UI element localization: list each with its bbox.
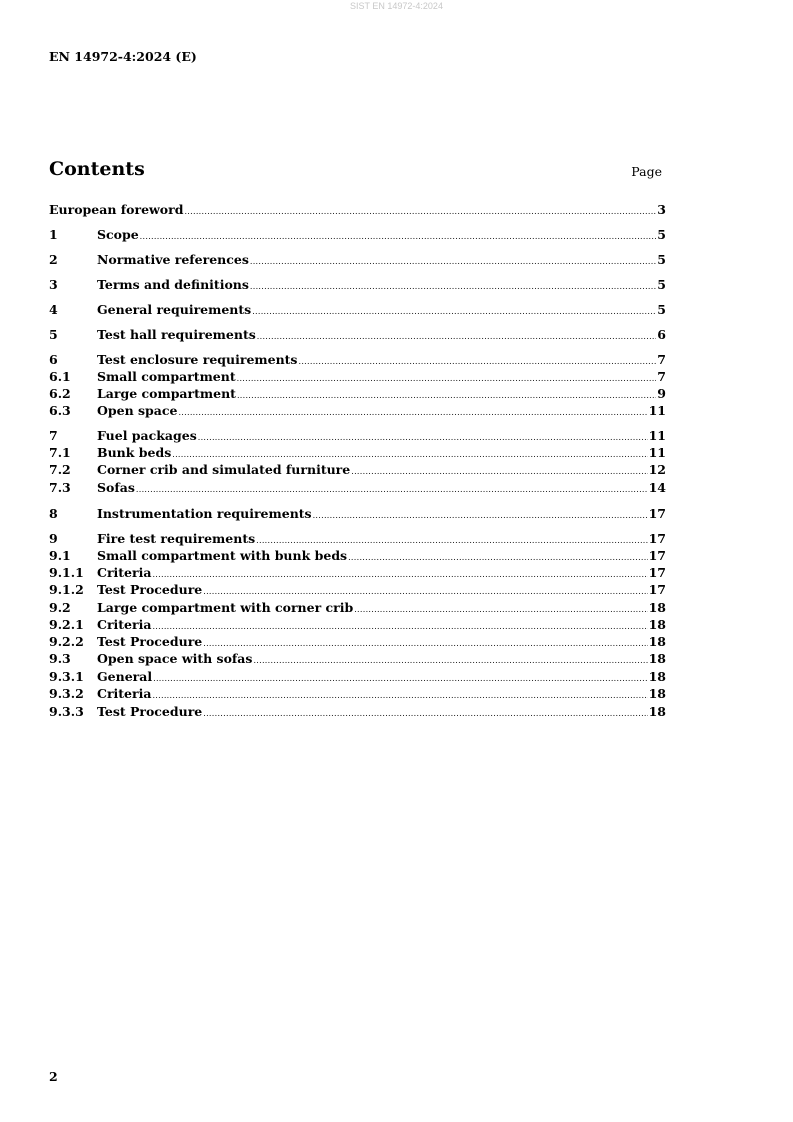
toc-entry-number: 9.1.1 — [49, 565, 84, 580]
toc-entry[interactable] — [49, 385, 666, 402]
toc-entry-page: 18 — [648, 634, 666, 649]
toc-entry-number: 6.3 — [49, 403, 71, 418]
toc-entry[interactable] — [49, 201, 666, 218]
toc-entry-title: Fire test requirements — [97, 531, 256, 546]
toc-entry[interactable] — [49, 564, 666, 581]
toc-entry-number: 3 — [49, 277, 58, 292]
toc-entry-title: General — [97, 669, 153, 684]
toc-entry-page: 17 — [648, 548, 666, 563]
toc-entry-page: 6 — [657, 327, 666, 342]
toc-entry-title: Instrumentation requirements — [97, 506, 312, 521]
toc-entry-number: 7.3 — [49, 480, 71, 495]
toc-entry[interactable] — [49, 461, 666, 478]
toc-entry-number: 9 — [49, 531, 58, 546]
contents-heading: Contents — [49, 158, 145, 180]
toc-entry-number: 6 — [49, 352, 58, 367]
toc-dot-leader — [250, 253, 656, 270]
toc-entry[interactable] — [49, 368, 666, 385]
toc-entry-page: 3 — [657, 202, 666, 217]
toc-entry-number: 9.3.2 — [49, 686, 84, 701]
toc-entry-number: 9.3.3 — [49, 704, 84, 719]
toc-entry-title: Terms and definitions — [97, 277, 249, 292]
toc-entry-page: 7 — [657, 352, 666, 367]
toc-dot-leader — [136, 481, 648, 498]
toc-entry-number: 7 — [49, 428, 58, 443]
toc-entry-number: 7.1 — [49, 445, 71, 460]
toc-entry-number: 9.2 — [49, 600, 71, 615]
toc-entry-title: Normative references — [97, 252, 249, 267]
toc-entry-title: Open space with sofas — [97, 651, 253, 666]
toc-entry-number: 6.1 — [49, 369, 71, 384]
toc-entry[interactable] — [49, 616, 666, 633]
toc-entry-page: 11 — [648, 428, 666, 443]
toc-entry-title: Large compartment — [97, 386, 236, 401]
toc-entry-page: 18 — [648, 617, 666, 632]
toc-entry-title: Test Procedure — [97, 704, 203, 719]
toc-dot-leader — [184, 203, 656, 220]
toc-entry-page: 18 — [648, 704, 666, 719]
toc-entry-number: 9.3.1 — [49, 669, 84, 684]
toc-entry-number: 6.2 — [49, 386, 71, 401]
toc-entry-page: 17 — [648, 531, 666, 546]
toc-entry[interactable] — [49, 633, 666, 650]
toc-entry-number: 9.3 — [49, 651, 71, 666]
toc-dot-leader — [252, 303, 656, 320]
toc-entry-page: 14 — [648, 480, 666, 495]
toc-entry[interactable] — [49, 650, 666, 667]
toc-dot-leader — [152, 687, 647, 704]
watermark: SIST EN 14972-4:2024 — [350, 1, 443, 11]
toc-dot-leader — [257, 328, 657, 345]
toc-entry[interactable] — [49, 444, 666, 461]
toc-entry-number: 5 — [49, 327, 58, 342]
toc-entry-number: 7.2 — [49, 462, 71, 477]
toc-dot-leader — [140, 228, 657, 245]
toc-entry-number: 8 — [49, 506, 58, 521]
toc-entry-number: 9.1.2 — [49, 582, 84, 597]
toc-entry[interactable] — [49, 599, 666, 616]
toc-entry-page: 17 — [648, 565, 666, 580]
toc-entry-title: Large compartment with corner crib — [97, 600, 354, 615]
toc-entry-title: European foreword — [49, 202, 184, 217]
toc-entry[interactable] — [49, 276, 666, 293]
toc-entry-title: Fuel packages — [97, 428, 197, 443]
toc-entry-number: 4 — [49, 302, 58, 317]
toc-entry-title: Sofas — [97, 480, 135, 495]
toc-entry-page: 18 — [648, 686, 666, 701]
toc-entry[interactable] — [49, 301, 666, 318]
toc-entry-page: 7 — [657, 369, 666, 384]
toc-entry-page: 5 — [657, 227, 666, 242]
toc-entry-title: Bunk beds — [97, 445, 172, 460]
toc-entry[interactable] — [49, 402, 666, 419]
toc-dot-leader — [203, 705, 647, 722]
toc-entry[interactable] — [49, 547, 666, 564]
toc-entry-title: Test hall requirements — [97, 327, 256, 342]
toc-entry[interactable] — [49, 685, 666, 702]
toc-entry-page: 9 — [657, 386, 666, 401]
page-number: 2 — [49, 1069, 58, 1084]
toc-entry[interactable] — [49, 703, 666, 720]
toc-dot-leader — [203, 583, 647, 600]
toc-entry[interactable] — [49, 668, 666, 685]
toc-dot-leader — [250, 278, 656, 295]
toc-dot-leader — [253, 652, 647, 669]
toc-entry[interactable] — [49, 351, 666, 368]
document-id: EN 14972-4:2024 (E) — [49, 49, 197, 64]
toc-entry[interactable] — [49, 530, 666, 547]
toc-entry-title: Open space — [97, 403, 178, 418]
toc-entry-title: General requirements — [97, 302, 252, 317]
toc-entry-page: 17 — [648, 506, 666, 521]
toc-entry[interactable] — [49, 251, 666, 268]
toc-entry-page: 18 — [648, 669, 666, 684]
toc-entry-page: 18 — [648, 600, 666, 615]
page-column-label: Page — [631, 164, 662, 179]
toc-entry-title: Corner crib and simulated furniture — [97, 462, 351, 477]
toc-entry-number: 9.2.1 — [49, 617, 84, 632]
toc-entry-page: 11 — [648, 445, 666, 460]
toc-dot-leader — [351, 463, 647, 480]
toc-entry-title: Criteria — [97, 686, 152, 701]
toc-entry-number: 2 — [49, 252, 58, 267]
toc-entry-number: 1 — [49, 227, 58, 242]
toc-entry-title: Test enclosure requirements — [97, 352, 298, 367]
toc-entry-page: 17 — [648, 582, 666, 597]
toc-entry-title: Small compartment — [97, 369, 236, 384]
toc-entry-page: 11 — [648, 403, 666, 418]
toc-entry-title: Criteria — [97, 565, 152, 580]
toc-entry-title: Criteria — [97, 617, 152, 632]
toc-entry-title: Scope — [97, 227, 139, 242]
toc-entry[interactable] — [49, 505, 666, 522]
toc-entry[interactable] — [49, 581, 666, 598]
toc-entry[interactable] — [49, 479, 666, 496]
toc-entry-page: 18 — [648, 651, 666, 666]
toc-entry-title: Test Procedure — [97, 634, 203, 649]
toc-entry-title: Small compartment with bunk beds — [97, 548, 348, 563]
toc-entry-page: 5 — [657, 252, 666, 267]
toc-entry-page: 5 — [657, 277, 666, 292]
toc-entry-number: 9.1 — [49, 548, 71, 563]
toc-entry-number: 9.2.2 — [49, 634, 84, 649]
toc-entry[interactable] — [49, 427, 666, 444]
toc-entry-page: 5 — [657, 302, 666, 317]
toc-dot-leader — [313, 507, 648, 524]
toc-entry-page: 12 — [648, 462, 666, 477]
toc-dot-leader — [178, 404, 647, 421]
toc-entry[interactable] — [49, 226, 666, 243]
toc-entry[interactable] — [49, 326, 666, 343]
toc-entry-title: Test Procedure — [97, 582, 203, 597]
